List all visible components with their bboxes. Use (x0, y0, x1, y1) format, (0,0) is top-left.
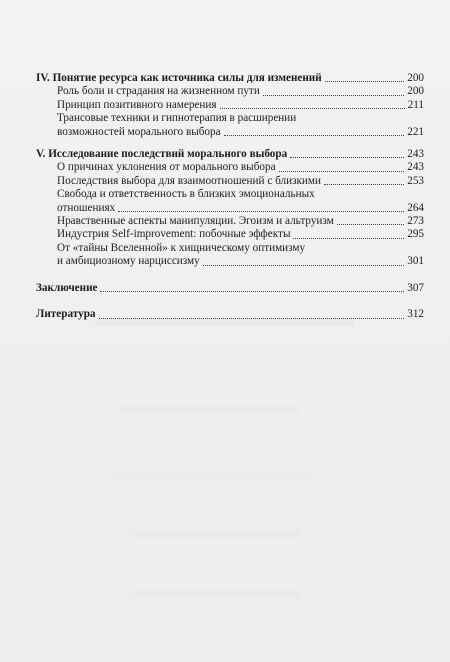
toc-entry-title: Принцип позитивного намерения (57, 98, 217, 111)
toc-entry-page: 200 (407, 85, 424, 98)
show-through-text (110, 470, 310, 478)
toc-entry-title-line: От «тайны Вселенной» к хищническому оптимизму (57, 241, 306, 254)
leader-dots (324, 184, 404, 185)
toc-entry[interactable] (36, 161, 424, 174)
toc-entry-title: О причинах уклонения от морального выбора (57, 161, 276, 174)
toc-entry[interactable] (36, 99, 424, 112)
toc-entry[interactable] (36, 215, 424, 228)
toc-entry-page: 243 (407, 161, 424, 174)
toc-entry[interactable] (36, 228, 424, 241)
leader-dots (100, 291, 404, 292)
toc-entry-title: V. Исследование последствий морального выбора (36, 148, 288, 161)
toc-entry[interactable] (36, 242, 424, 269)
toc-entry-page: 253 (407, 174, 424, 187)
toc-entry-title-line: Трансовые техники и гипнотерапия в расширении (57, 112, 297, 125)
toc-entry-page: 264 (407, 201, 424, 214)
toc-entry-title: Роль боли и страдания на жизненном пути (57, 85, 260, 98)
leader-dots (290, 157, 404, 158)
toc-entry-title-line: Свобода и ответственность в близких эмоциональных (57, 188, 315, 201)
toc-chapter[interactable] (36, 72, 424, 85)
toc-entry-title: и амбициозному нарциссизму (57, 255, 200, 268)
toc-chapter[interactable] (36, 148, 424, 161)
leader-dots (337, 224, 404, 225)
toc-entry-title: возможностей морального выбора (57, 125, 221, 138)
toc-entry-title: отношениях (57, 201, 116, 214)
toc-entry[interactable] (36, 188, 424, 215)
toc-entry-page: 221 (407, 125, 424, 138)
toc-entry-page: 301 (407, 255, 424, 268)
toc-entry-page: 243 (407, 148, 424, 161)
show-through-text (130, 590, 300, 598)
leader-dots (99, 318, 405, 319)
toc-entry[interactable] (36, 85, 424, 98)
leader-dots (325, 81, 405, 82)
toc-entry-page: 295 (407, 228, 424, 241)
leader-dots (224, 135, 405, 136)
toc-entry-page: 307 (407, 281, 424, 294)
toc-entry-title: Индустрия Self-improvement: побочные эффекты (57, 228, 291, 241)
table-of-contents (36, 72, 424, 322)
leader-dots (293, 238, 404, 239)
toc-entry-title: Заключение (36, 281, 98, 294)
leader-dots (203, 265, 405, 266)
toc-entry-title: Литература (36, 308, 96, 321)
leader-dots (220, 108, 405, 109)
toc-chapter[interactable] (36, 282, 424, 295)
leader-dots (118, 211, 404, 212)
leader-dots (279, 171, 405, 172)
toc-entry-page: 273 (407, 215, 424, 228)
toc-entry[interactable] (36, 175, 424, 188)
toc-chapter[interactable] (36, 308, 424, 321)
toc-entry-page: 312 (407, 308, 424, 321)
toc-entry-title: Нравственные аспекты манипуляции. Эгоизм и альтруизм (57, 215, 334, 228)
toc-entry-page: 200 (407, 72, 424, 84)
show-through-text (120, 405, 300, 413)
leader-dots (263, 95, 404, 96)
toc-entry-title: Последствия выбора для взаимоотношений с близкими (57, 174, 321, 187)
toc-entry-title: IV. Понятие ресурса как источника силы для изменений (36, 72, 322, 84)
toc-entry[interactable] (36, 112, 424, 139)
show-through-text (130, 530, 300, 538)
toc-entry-page: 211 (407, 98, 424, 111)
